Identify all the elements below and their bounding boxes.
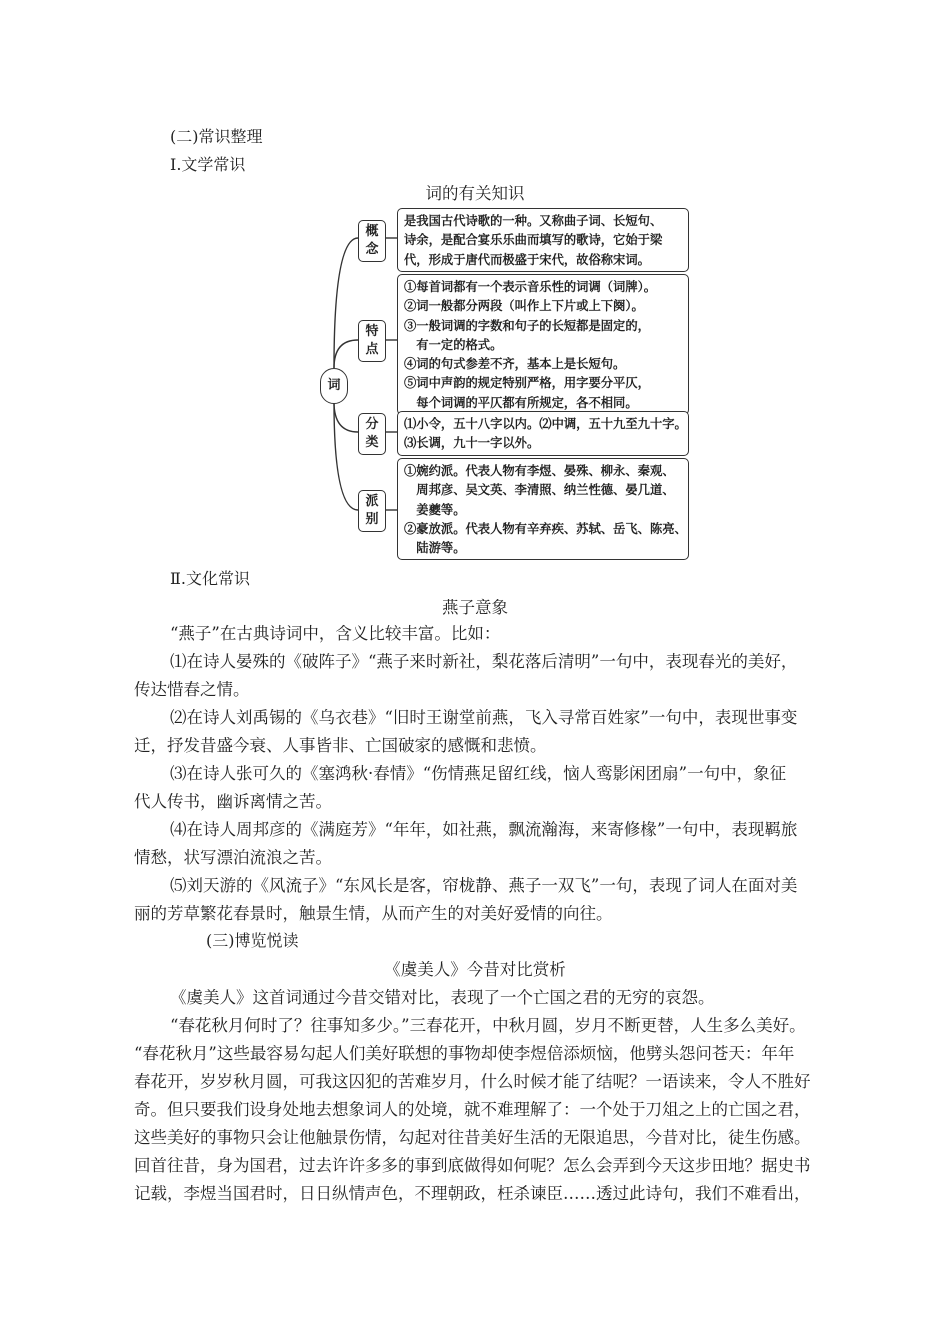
box-line: ②豪放派。代表人物有辛弃疾、苏轼、岳飞、陈亮、	[404, 520, 687, 536]
box-line: 每个词调的平仄都有所规定，各不相同。	[404, 394, 638, 410]
box-line: 有一定的格式。	[404, 336, 503, 352]
paragraph-line: 丽的芳草繁花春景时，触景生情，从而产生的对美好爱情的向往。	[134, 904, 613, 923]
branch-label-char: 类	[365, 435, 379, 450]
branch-label-char: 特	[365, 324, 379, 339]
paragraph-line: 情愁，状写漂泊流浪之苦。	[134, 848, 332, 867]
box-line: 周邦彦、吴文英、李清照、纳兰性德、晏几道、	[404, 482, 675, 498]
section-heading-b: (二)常识整理	[170, 127, 263, 146]
connector-concept	[334, 238, 358, 368]
paragraph-line: 迁，抒发昔盛今衰、人事皆非、亡国破家的感慨和悲愤。	[134, 736, 547, 755]
branch-label-char: 点	[365, 342, 379, 357]
box-line: ②词一般都分两段（叫作上下片或上下阕）。	[404, 298, 644, 314]
branch-label-char: 分	[365, 417, 379, 432]
box-line: ⑴小令，五十八字以内。⑵中调，五十九至九十字。	[404, 416, 687, 431]
features-box	[397, 274, 689, 415]
paragraph-line: 《虞美人》这首词通过今昔交错对比，表现了一个亡国之君的无穷的哀怨。	[170, 988, 715, 1007]
branch-label-schools	[358, 490, 386, 532]
literature-heading: Ⅰ.文学常识	[170, 155, 246, 174]
diagram-title: 词的有关知识	[425, 184, 525, 203]
paragraph-line: 奇。但只要我们设身处地去想象词人的处境，就不难理解了：一个处于刀俎之上的亡国之君，	[134, 1100, 811, 1119]
culture-heading: Ⅱ.文化常识	[170, 569, 250, 588]
paragraph-line: 传达惜春之情。	[134, 680, 250, 699]
branch-label-features	[358, 320, 386, 362]
paragraph-line: ⑷在诗人周邦彦的《满庭芳》“年年，如社燕，飘流瀚海，来寄修椽”一句中，表现羁旅	[170, 820, 798, 839]
paragraph-line: ⑵在诗人刘禹锡的《乌衣巷》“旧时王谢堂前燕，飞入寻常百姓家”一句中，表现世事变	[170, 708, 798, 727]
paragraph-line: 回首往昔，身为国君，过去许许多多的事到底做得如何呢？怎么会弄到今天这步田地？据史书	[134, 1156, 811, 1175]
concept-box	[397, 208, 689, 272]
paragraph-line: “春花秋月”这些最容易勾起人们美好联想的事物却使李煜倍添烦恼，他劈头怨问苍天：年年	[134, 1044, 795, 1063]
paragraph-line: 代人传书，幽诉离情之苦。	[134, 792, 332, 811]
schools-box	[397, 458, 689, 560]
box-line: ④词的句式参差不齐，基本上是长短句。	[404, 356, 626, 372]
paragraph-line: ⑴在诗人晏殊的《破阵子》“燕子来时新社，梨花落后清明”一句中，表现春光的美好，	[170, 652, 798, 671]
swallow-title: 燕子意象	[442, 598, 508, 617]
box-line: 诗余，是配合宴乐乐曲而填写的歌诗，它始于梁	[404, 232, 663, 248]
branch-label-concept	[358, 220, 386, 262]
ci-knowledge-diagram	[320, 200, 700, 560]
box-line: ⑶长调，九十一字以外。	[404, 435, 540, 451]
paragraph-line: “春花秋月何时了？往事知多少。”三春花开，中秋月圆，岁月不断更替，人生多么美好。	[170, 1016, 806, 1035]
paragraph-line: 这些美好的事物只会让他触景伤情，勾起对往昔美好生活的无限追思，今昔对比，徒生伤感。	[134, 1128, 811, 1147]
connector-categories	[334, 402, 358, 432]
branch-label-categories	[358, 413, 386, 455]
box-line: ③一般词调的字数和句子的长短都是固定的，	[404, 317, 650, 333]
paragraph-line: 春花开，岁岁秋月圆，可我这囚犯的苦难岁月，什么时候才能了结呢？一语读来，令人不胜好	[134, 1072, 811, 1091]
box-line: ①婉约派。代表人物有李煜、晏殊、柳永、秦观、	[404, 463, 675, 478]
box-line: ⑤词中声韵的规定特别严格，用字要分平仄，	[404, 375, 650, 391]
box-line: 是我国古代诗歌的一种。又称曲子词、长短句、	[404, 213, 663, 228]
connector-features	[334, 340, 358, 368]
essay-title: 《虞美人》今昔对比赏析	[384, 960, 566, 979]
box-line: 代，形成于唐代而极盛于宋代，故俗称宋词。	[404, 251, 650, 267]
branch-label-char: 念	[365, 242, 379, 257]
box-line: ①每首词都有一个表示音乐性的词调（词牌）。	[404, 279, 657, 294]
box-line: 陆游等。	[404, 540, 466, 556]
categories-box	[397, 411, 689, 456]
connector-schools	[334, 402, 358, 510]
paragraph-line: 记载，李煜当国君时，日日纵情声色，不理朝政，枉杀谏臣……透过此诗句，我们不难看出，	[134, 1184, 811, 1203]
root-node: 词	[320, 368, 348, 404]
paragraph-line: ⑶在诗人张可久的《塞鸿秋·春情》“伤情燕足留红线，恼人鸾影闲团扇”一句中，象征	[170, 764, 787, 783]
paragraph-line: ⑸刘天游的《风流子》“东风长是客，帘栊静、燕子一双飞”一句，表现了词人在面对美	[170, 876, 798, 895]
branch-label-char: 别	[365, 512, 379, 527]
paragraph-line: “燕子”在古典诗词中，含义比较丰富。比如：	[170, 624, 501, 643]
branch-label-char: 概	[365, 224, 379, 239]
branch-label-char: 派	[365, 494, 379, 509]
box-line: 姜夔等。	[404, 501, 466, 517]
section-heading-c: (三)博览悦读	[206, 931, 299, 950]
